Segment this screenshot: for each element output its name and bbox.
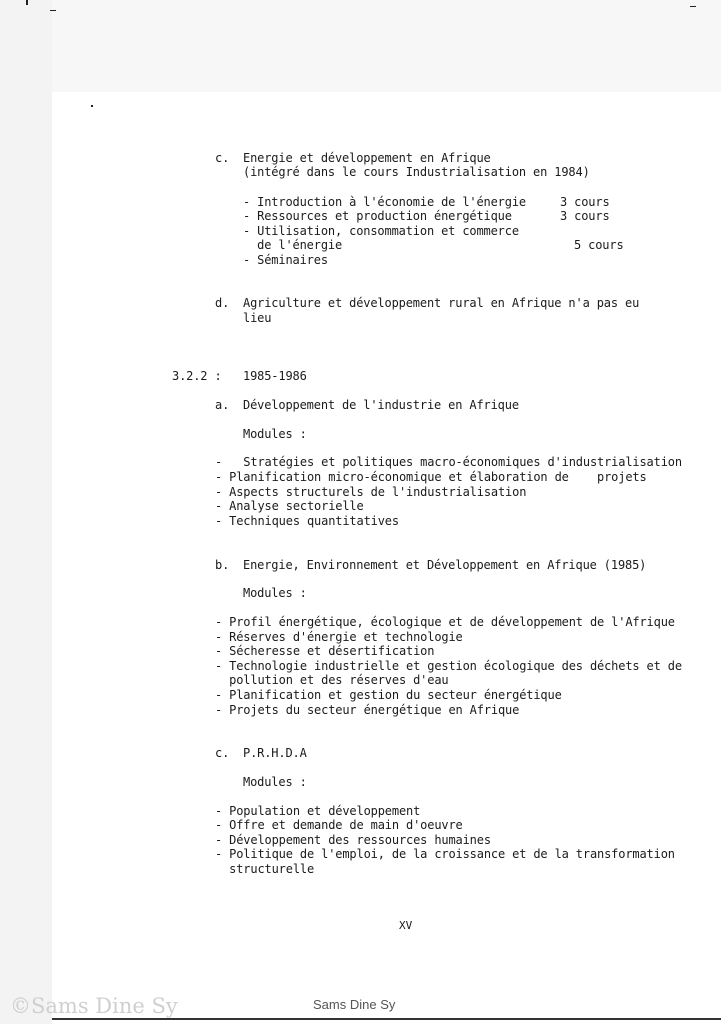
list-item: - Développement des ressources humaines	[215, 833, 491, 847]
list-item: - Profil énergétique, écologique et de développement de l'Afrique	[215, 615, 675, 629]
list-item: - Utilisation, consommation et commerce	[243, 224, 519, 238]
scan-dot	[91, 105, 93, 107]
list-item: - Séminaires	[243, 253, 328, 267]
list-item: - Introduction à l'économie de l'énergie	[243, 195, 526, 209]
list-item: - Politique de l'emploi, de la croissance et de la transformation	[215, 847, 675, 861]
list-item: - Ressources et production énergétique	[243, 209, 512, 223]
section-a-title: Développement de l'industrie en Afrique	[243, 398, 519, 412]
list-item: - Stratégies et politiques macro-économiques d'industrialisation	[215, 455, 682, 469]
list-item: - Projets du secteur énergétique en Afrique	[215, 703, 520, 717]
scan-top-band	[52, 0, 721, 92]
section-c-subtitle: (intégré dans le cours Industrialisation en 1984)	[243, 165, 590, 179]
section-b-letter: b.	[215, 558, 230, 572]
section-number: 3.2.2 :	[172, 369, 222, 383]
footer-author: Sams Dine Sy	[313, 997, 396, 1012]
section-d-letter: d.	[215, 296, 230, 310]
list-item: - Population et développement	[215, 804, 421, 818]
section-d-line1: Agriculture et développement rural en Afrique n'a pas eu	[243, 296, 640, 310]
modules-label: Modules :	[243, 427, 307, 441]
scan-mark-dash	[50, 10, 56, 11]
section-c2-letter: c.	[215, 746, 230, 760]
list-item: - Planification micro-économique et élaboration de projets	[215, 470, 647, 484]
list-item-count: 5 cours	[574, 238, 624, 252]
watermark: ©Sams Dine Sy	[10, 994, 178, 1018]
list-item: - Analyse sectorielle	[215, 499, 364, 513]
list-item-count: 3 cours	[560, 209, 610, 223]
list-item-count: 3 cours	[560, 195, 610, 209]
list-item: - Sécheresse et désertification	[215, 644, 435, 658]
list-item: - Techniques quantitatives	[215, 514, 399, 528]
list-item: - Réserves d'énergie et technologie	[215, 630, 463, 644]
list-item: - Aspects structurels de l'industrialisation	[215, 485, 527, 499]
section-a-letter: a.	[215, 398, 230, 412]
list-item: - Offre et demande de main d'oeuvre	[215, 818, 463, 832]
scan-mark-right	[690, 6, 696, 7]
footer-divider	[52, 1018, 721, 1020]
scan-mark-left	[26, 0, 28, 5]
section-d-line2: lieu	[243, 311, 272, 325]
modules-label: Modules :	[243, 775, 307, 789]
list-item: de l'énergie	[243, 238, 343, 252]
section-b-title: Energie, Environnement et Développement en Afrique (1985)	[243, 558, 647, 572]
list-item: - Technologie industrielle et gestion écologique des déchets et de	[215, 659, 682, 673]
section-c-title: Energie et développement en Afrique	[243, 151, 491, 165]
list-item: pollution et des réserves d'eau	[215, 673, 449, 687]
section-years: 1985-1986	[243, 369, 307, 383]
list-item: structurelle	[215, 862, 315, 876]
page-number: XV	[399, 919, 413, 932]
list-item: - Planification et gestion du secteur énergétique	[215, 688, 562, 702]
modules-label: Modules :	[243, 586, 307, 600]
section-c2-title: P.R.H.D.A	[243, 746, 307, 760]
section-c-letter: c.	[215, 151, 230, 165]
